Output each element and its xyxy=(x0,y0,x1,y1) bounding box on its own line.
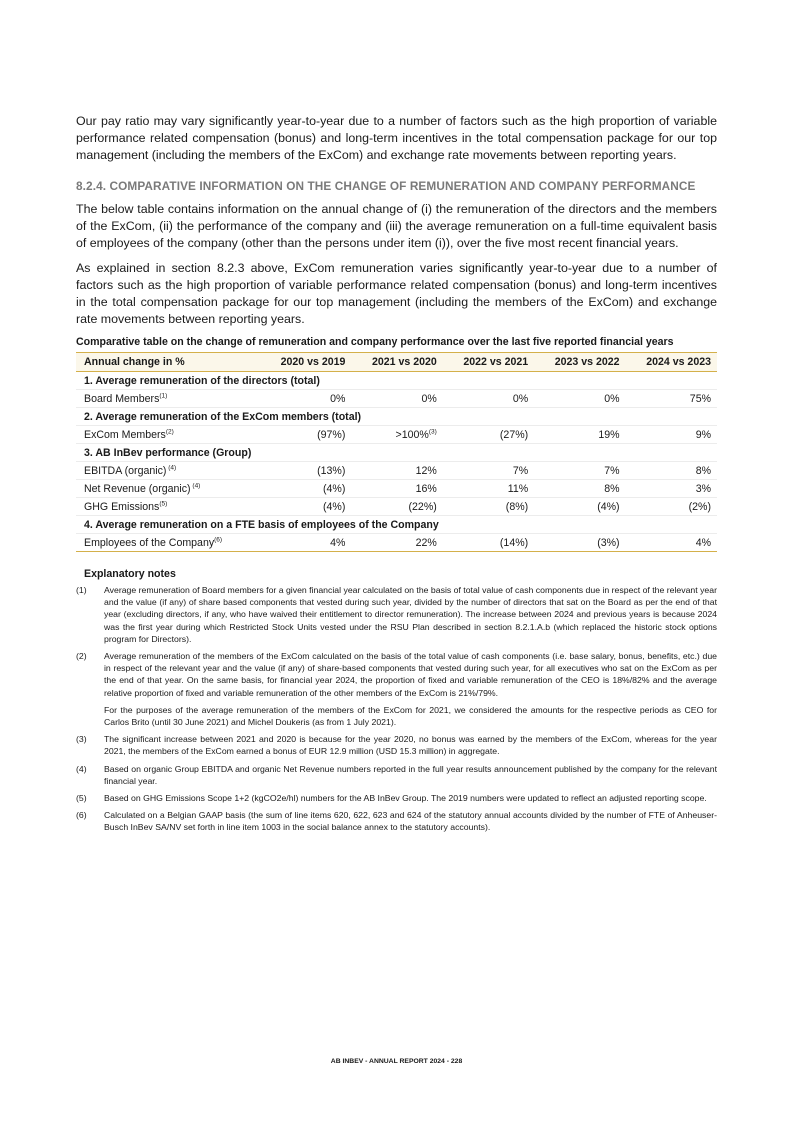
cell-value: (2%) xyxy=(688,500,711,513)
cell-value: 8% xyxy=(695,464,711,477)
row-label: ExCom Members xyxy=(84,428,166,441)
section-heading: 8.2.4. COMPARATIVE INFORMATION ON THE CHANGE OF REMUNERATION AND COMPANY PERFORMANCE xyxy=(76,179,696,193)
group-title: 4. Average remuneration on a FTE basis of employees of the Company xyxy=(76,516,717,534)
table-group-row xyxy=(76,372,717,390)
table-header-row xyxy=(76,353,717,372)
notes-title: Explanatory notes xyxy=(84,568,176,580)
value-cell xyxy=(626,534,717,552)
column-header: 2020 vs 2019 xyxy=(260,353,351,372)
cell-value: (4%) xyxy=(597,500,620,513)
cell-value: 7% xyxy=(604,464,620,477)
intro-paragraph: Our pay ratio may vary significantly year-to-year due to a number of factors such as the high proportion of variable performance related compensation (bonus) and long-term incentives in the total compensation package for our top management (including the members of the ExCom) and exchange rate movements between reporting years. xyxy=(76,114,717,162)
footnote-marker: (6) xyxy=(214,535,223,543)
value-cell xyxy=(443,390,534,408)
value-cell xyxy=(626,390,717,408)
table-group-row xyxy=(76,444,717,462)
table-group-row xyxy=(76,516,717,534)
value-cell xyxy=(534,390,625,408)
footnote-marker: (2) xyxy=(165,427,174,435)
group-title: 2. Average remuneration of the ExCom members (total) xyxy=(76,408,717,426)
note-item xyxy=(76,763,717,787)
row-label: Net Revenue (organic) xyxy=(84,482,191,495)
note-paragraph: Average remuneration of the members of the ExCom calculated on the basis of the total value of cash components (i.e. base salary, bonus, benefits, etc.) due in respect of the relevant year and the value (if any) of share-based components that vested during such year, for all executives who sat on the ExCom as per the end of that year. On the same basis, for financial year 2024, the proportion of fixed and variable remuneration of the CEO is 18%/82% and the average relative proportion of fixed and variable remuneration of the other members of the ExCom is 21%/79%. xyxy=(104,651,717,698)
table-row xyxy=(76,390,717,408)
row-label-cell xyxy=(76,534,260,552)
value-cell xyxy=(351,390,442,408)
note-text xyxy=(104,733,717,757)
value-cell xyxy=(534,498,625,516)
note-text xyxy=(104,650,717,728)
cell-value: 8% xyxy=(604,482,620,495)
report-page xyxy=(76,113,717,839)
cell-value: >100% xyxy=(395,428,429,441)
value-cell xyxy=(260,462,351,480)
cell-value: (97%) xyxy=(317,428,346,441)
table-row xyxy=(76,462,717,480)
column-header: 2023 vs 2022 xyxy=(534,353,625,372)
note-text xyxy=(104,584,717,645)
section-paragraph-2: As explained in section 8.2.3 above, ExCom remuneration varies significantly year-to-year due to a number of factors such as the high proportion of variable performance related compensation (bonus) and long-term incentives in the total compensation package for our top management (including the members of the ExCom) and exchange rate movements between reporting years. xyxy=(76,261,717,326)
cell-value: 3% xyxy=(695,482,711,495)
value-cell xyxy=(626,498,717,516)
comparative-table xyxy=(76,352,717,552)
note-item xyxy=(76,733,717,757)
value-cell xyxy=(534,462,625,480)
cell-value: (13%) xyxy=(317,464,346,477)
value-cell xyxy=(443,462,534,480)
row-label-cell xyxy=(76,498,260,516)
note-paragraph: Calculated on a Belgian GAAP basis (the sum of line items 620, 622, 623 and 624 of the statutory annual accounts divided by the number of FTE of Anheuser-Busch InBev SA/NV set forth in line item 1003 in the social balance annex to the statutory accounts). xyxy=(104,810,717,833)
note-text xyxy=(104,809,717,833)
footnote-marker: (1) xyxy=(159,391,168,399)
footnote-marker: (4) xyxy=(166,463,177,471)
column-header: Annual change in % xyxy=(76,353,260,372)
table-body xyxy=(76,372,717,552)
cell-value: 16% xyxy=(415,482,437,495)
row-label: Employees of the Company xyxy=(84,536,215,549)
table-row xyxy=(76,480,717,498)
value-cell xyxy=(443,426,534,444)
note-number: (6) xyxy=(76,810,87,821)
note-text xyxy=(104,763,717,787)
cell-value: 22% xyxy=(415,536,437,549)
cell-value: 12% xyxy=(415,464,437,477)
note-number: (3) xyxy=(76,734,87,745)
page-footer: AB INBEV - ANNUAL REPORT 2024 - 228 xyxy=(330,1058,463,1065)
value-cell xyxy=(534,534,625,552)
cell-value: (27%) xyxy=(499,428,529,441)
table-caption: Comparative table on the change of remuneration and company performance over the last five reported financial years xyxy=(76,336,674,348)
note-paragraph: Based on GHG Emissions Scope 1+2 (kgCO2e/hl) numbers for the AB InBev Group. The 2019 numbers were updated to reflect an adjusted reporting scope. xyxy=(104,793,707,804)
row-label-cell xyxy=(76,426,260,444)
value-cell xyxy=(443,480,534,498)
value-cell xyxy=(351,426,442,444)
cell-value: 0% xyxy=(512,392,529,405)
cell-value: (4%) xyxy=(323,500,346,513)
table-row xyxy=(76,534,717,552)
note-number: (4) xyxy=(76,763,87,774)
table-row xyxy=(76,426,717,444)
note-paragraph: Average remuneration of Board members for a given financial year calculated on the basis of total value of cash components due in respect of the relevant year and the value (if any) of share based components that vested during such year, divided by the number of directors that sat on the Board as per the end of that year (excluding directors, if any, who have waived their entitlement to director remuneration). The increase between 2024 and previous years is because 2024 was the first year during which Restricted Stock Units vested under the RSU Plan described in section 8.2.1.A.b (which replaced the historic stock options program for Directors). xyxy=(104,585,717,644)
cell-value: (3%) xyxy=(597,536,620,549)
cell-value: (8%) xyxy=(505,500,529,513)
value-cell xyxy=(351,480,442,498)
group-title: 3. AB InBev performance (Group) xyxy=(76,444,717,462)
table-row xyxy=(76,498,717,516)
cell-value: 4% xyxy=(695,536,711,549)
cell-value: (4%) xyxy=(323,482,346,495)
value-cell xyxy=(626,462,717,480)
column-header: 2022 vs 2021 xyxy=(443,353,534,372)
value-cell xyxy=(260,426,351,444)
note-paragraph: Based on organic Group EBITDA and organic Net Revenue numbers reported in the full year results announcement published by the company for the relevant financial year. xyxy=(104,763,717,786)
value-cell xyxy=(626,480,717,498)
cell-value: 4% xyxy=(330,536,346,549)
column-header: 2024 vs 2023 xyxy=(626,353,717,372)
group-title: 1. Average remuneration of the directors (total) xyxy=(76,372,717,390)
footnote-marker: (5) xyxy=(159,499,168,507)
row-label: Board Members xyxy=(84,392,160,405)
cell-value: 19% xyxy=(598,428,620,441)
note-item xyxy=(76,584,717,645)
cell-value: 0% xyxy=(604,392,620,405)
note-number: (5) xyxy=(76,793,87,804)
value-cell xyxy=(443,534,534,552)
cell-value: 7% xyxy=(512,464,529,477)
value-cell xyxy=(443,498,534,516)
note-number: (1) xyxy=(76,585,87,595)
cell-value: 9% xyxy=(695,428,711,441)
note-paragraph: For the purposes of the average remuneration of the members of the ExCom for 2021, we considered the amounts for the respective periods as CEO for Carlos Brito (until 30 June 2021) and Michel Doukeris (as from 1 July 2021). xyxy=(104,704,717,728)
note-number: (2) xyxy=(76,651,87,662)
value-cell xyxy=(260,480,351,498)
value-cell xyxy=(260,534,351,552)
column-header: 2021 vs 2020 xyxy=(351,353,442,372)
row-label: EBITDA (organic) xyxy=(84,464,167,477)
notes-list xyxy=(76,584,717,834)
section-paragraph-1: The below table contains information on the annual change of (i) the remuneration of the directors and the members of the ExCom, (ii) the performance of the company and (iii) the average remuneration on a full-time equivalent basis of employees of the company (other than the persons under item (i)), over the five most recent financial years. xyxy=(76,202,717,250)
cell-value: 0% xyxy=(421,392,437,405)
footnote-marker: (4) xyxy=(190,481,201,489)
note-paragraph: The significant increase between 2021 and 2020 is because for the year 2020, no bonus was earned by the members of the ExCom, whereas for the year 2021, the members of the ExCom earned a bonus of EUR 12.9 million (USD 15.3 million) in aggregate. xyxy=(104,734,717,757)
note-text xyxy=(104,792,717,804)
value-cell xyxy=(260,390,351,408)
table-group-row xyxy=(76,408,717,426)
note-item xyxy=(76,792,717,804)
value-cell xyxy=(534,426,625,444)
cell-value: 75% xyxy=(689,392,711,405)
row-label: GHG Emissions xyxy=(84,500,160,513)
footnote-marker: (3) xyxy=(428,427,437,435)
value-cell xyxy=(351,498,442,516)
value-cell xyxy=(351,462,442,480)
cell-value: 11% xyxy=(507,482,529,495)
row-label-cell xyxy=(76,390,260,408)
value-cell xyxy=(534,480,625,498)
note-item xyxy=(76,809,717,833)
cell-value: (14%) xyxy=(499,536,529,549)
note-item xyxy=(76,650,717,728)
value-cell xyxy=(351,534,442,552)
cell-value: (22%) xyxy=(408,500,437,513)
value-cell xyxy=(260,498,351,516)
row-label-cell xyxy=(76,462,260,480)
row-label-cell xyxy=(76,480,260,498)
value-cell xyxy=(626,426,717,444)
cell-value: 0% xyxy=(330,392,346,405)
